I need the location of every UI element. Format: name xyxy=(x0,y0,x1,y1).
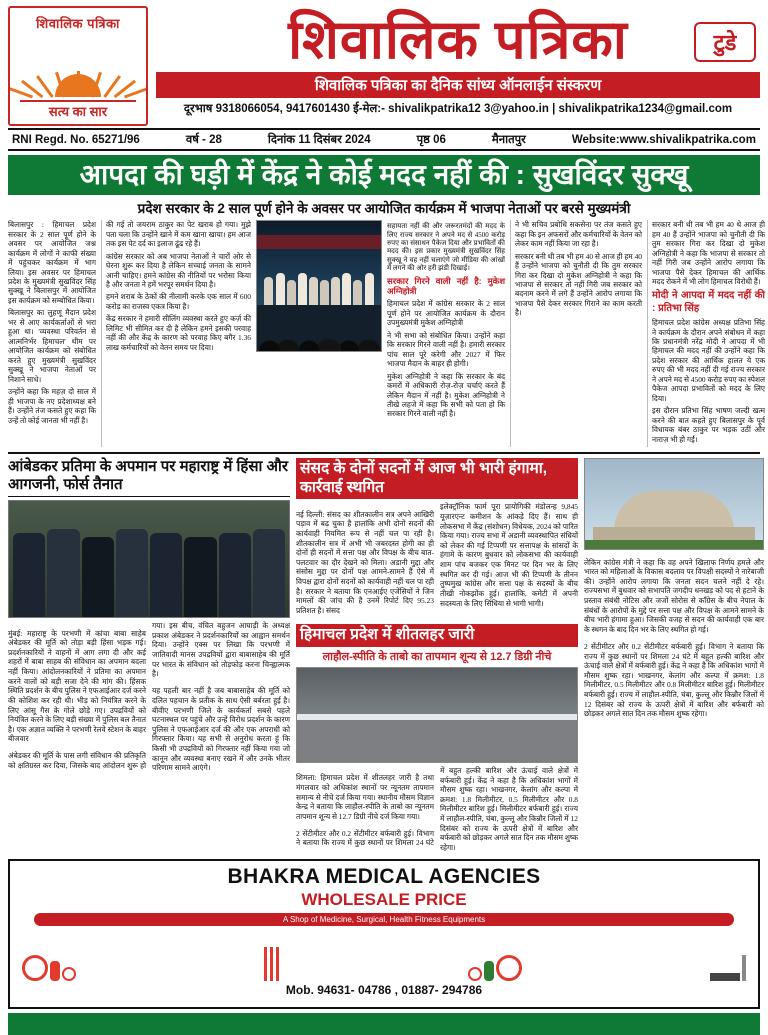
lead-para: मुकेश अग्निहोत्री ने कहा कि सरकार के बंद कमरों में अधिकारी रोज़-रोज़ चर्चाएं करते हैं लेकिन मैदान में नहीं है। मुकेश अग्निहोत्री ने तीखे लहजे में कहा कि सभी को पता हो कि सरकार गिरने वाली नहीं है। xyxy=(387,371,505,419)
subheading-pratibha: मोदी ने आपदा में मदद नहीं की : प्रतिभा सिंह xyxy=(652,290,765,315)
story-para: इलेक्ट्रॉनिक फार्म पूरा प्रायोगिकी मंडोलन्ह 9,845 यूज़ारएन्ट कमीशन के आंकड़े दिए हैं। साथ ही लोकसभा में केंद्र (संशोधन) विधेयक, 2024 को पारित किया गया। राज्य सभा में अडानी व्यवस्थापित संधियों को लेकर की गई टिप्पणी पर सत्तापक्ष के सांसदों के हंगामे के कारण बुधवार को लोकसभा की कार्यवाही शाम पांच बजकर एक मिनट पर दिन भर के लिए स्थगित कर दी गई। आज भी की टिप्पणी के तीनन तुष्पमुख कांग्रेस और सत्ता पक्ष के सदस्यों के बीच तीखी नोकझोंक हुई। हालांकि, कमेटी में अपनी सदस्यता के लिए सिंधिया से भागी भागी। xyxy=(440,502,578,608)
snow-road-photo xyxy=(296,667,578,763)
story-para: 2 सेंटीमीटर और 0.2 सेंटीमीटर बर्फबारी हुई। विभाग ने बताया कि राज्य में कुछ स्थानों पर शिमला 24 घंटे में बहुत हल्की बारिश और ऊंचाई वाले क्षेत्रों में बर्फबारी हुई। केंद्र ने कहा है कि अधिकांश भागों में मौसम शुष्क रहा। भाखनगर, केलांग और कल्पा में क्रमश: 1.8 मिलीमीटर, 0.5 मिलीमीटर और 0.8 मिलीमीटर बारिश हुई। मिलीमीटर बर्फबारी हुई। राज्य में लाहौल-स्पीति, चंबा, कुल्लू और किन्नौर जिलों में 12 दिसंबर को राज्य के ऊपरी क्षेत्रों में बारिश और बर्फबारी को छोड़कर अगले सात दिन तक मौसम शुष्क रहेगा। xyxy=(296,765,578,852)
masthead xyxy=(8,6,760,130)
ad-strip-text: A Shop of Medicine, Surgical, Health Fitness Equipments xyxy=(34,913,734,926)
today-badge: टुडे xyxy=(694,22,756,62)
lead-para: हिमाचल प्रदेश में कांग्रेस सरकार के 2 साल पूर्ण होने पर आयोजित कार्यक्रम के दौरान उपमुख्यमंत्री मुकेश अग्निहोत्री xyxy=(387,299,505,328)
lead-para: कांग्रेस सरकार को अब भाजपा नेताओं ने चारों ओर से घेरना शुरू कर दिया है लेकिन सच्चाई जनता के सामने आनी चाहिए। हमने कांग्रेस की नीतियों पर भरोसा किया है और जनता ने हमें भरपूर समर्थन दिया है। xyxy=(106,251,251,289)
edition-date: दिनांक 11 दिसंबर 2024 xyxy=(267,134,371,146)
photo-caption: सहायता नहीं की और जरूरतमंदों की मदद के लिए राज्य सरकार ने अपने मद से 4500 करोड़ रुपए का संसाधन पैकेज दिया और प्रभावितों की मदद की। इस प्रकार मुख्यमंत्री सुखविंदर सिंह सुक्खू ने वह नहीं चलाएंगे जो मीडिया की आंखों में लगने की ओर हरी झंडी दिखाई। xyxy=(387,222,505,273)
ad-subtitle: WHOLESALE PRICE xyxy=(301,890,467,909)
lead-headline-banner xyxy=(8,155,760,195)
parliament-building-photo xyxy=(584,458,764,550)
lead-para: हमने शराब के ठेकों की नीलामी करके एक साल में 600 करोड़ का राजस्व एकत्र किया है। xyxy=(106,292,251,311)
ad-title: BHAKRA MEDICAL AGENCIES xyxy=(227,865,541,888)
edition-year: वर्ष - 28 xyxy=(185,134,222,146)
lead-para: बिलासपुर : हिमाचल प्रदेश सरकार के 2 साल पूर्ण होने के अवसर पर आयोजित जश्न कार्यक्रम में लोगों ने काफी संख्या में पहुंचकर कार्यक्रम में भाग लिया। इस अवसर पर हिमाचल प्रदेश के मुख्यमंत्री सुखविंदर सिंह सुक्खू ने बिलासपुर में आयोजित इस कार्यक्रम को सम्बोधित किया। xyxy=(8,220,96,305)
masthead-tagline: शिवालिक पत्रिका का दैनिक सांध्य ऑनलाईन संस्करण xyxy=(156,72,760,98)
coldwave-headline: हिमाचल प्रदेश में शीतलहर जारी xyxy=(296,624,578,647)
lead-story-grid xyxy=(8,220,765,447)
parliament-body xyxy=(296,502,578,619)
section-divider xyxy=(8,452,760,454)
coldwave-body xyxy=(296,766,578,854)
story-para: नई दिल्ली: संसद का शीतकालीन सत्र अपने आखिरी पड़ाव में बढ़ चुका है हालांकि अभी दोनों सदनों की कार्यवाही नियमित रूप से नहीं चल पा रही है। शीतकालीन सत्र में अभी भी जबरदस्त होगी का ही दोनों ही सदनों में सत्ता पक्ष और विपक्ष के बीच बात- पलटवार का दौर देखने को मिला। अडानी मुद्दा और संसोस मुद्दा पर दोनों पक्ष आमने-सामने हैं ऐसे में विपक्ष द्वारा दोनों सदनों को कार्यवाही नहीं चल पा रही है। सरकार ने बताया कि एनआईए एजेंसियों ने जिन मामलों की जांच की है उनमें रिपोर्ट दिए 95.23 प्रतिशत है। संसद xyxy=(296,509,434,615)
lead-column-3 xyxy=(256,220,382,447)
page-count: पृष्ठ 06 xyxy=(416,134,446,146)
police-deployment-photo xyxy=(8,500,290,618)
ad-illustrations xyxy=(16,929,752,981)
coldwave-subhead: लाहौल-स्पीति के ताबो का तापमान शून्य से 12.7 डिग्री नीचे xyxy=(322,650,552,663)
walker-icon xyxy=(264,947,279,981)
parliament-continuation xyxy=(584,558,764,719)
lead-para: सरकार बनी थी तब भी हम 40 थे आज ही हम 40 हैं उन्होंने भाजपा को चुनौती दी कि तुम सरकार गिरा कर दिखा दो मुकेश अग्निहोत्री ने कहा कि भाजपा से सरकार तो नहीं गिरी जब उन्होंने आरोप लगाया कि भाजपा पैसे देकर हिमाचल की आर्थिक मदद रोकने में भी लोग हिमाचल विरोधी हैं। xyxy=(652,220,765,286)
lead-column-4 xyxy=(387,220,505,447)
lead-para: ने भी सचिव प्रबोधि सकसेना पर तंज कसते हुए कहा कि इन अफसरों और कर्मचारियों के वेतन को लेकर काम नहीं किया जा रहा है। xyxy=(515,220,643,249)
stage-people xyxy=(264,267,373,307)
lead-para: ने भी सभा को संबोधित किया। उन्होंने कहा कि सरकार गिरने वाली नहीं है। हमारी सरकार पांच साल पूरे करेगी और 2027 में फिर भाजपा मैदान के बाहर ही होगी। xyxy=(387,330,505,369)
story-para: अंबेडकर की मूर्ति के पास लगी संविधान की प्रतिकृति को क्षतिग्रस्त कर दिया, जिसके बाद आंदोलन शुरू हो गया। इस बीच, वंचित बहुजन आघाड़ी के अध्यक्ष प्रकाश अंबेडकर ने प्रदर्शनकारियों का आह्वान समर्थन दिया। उन्होंने एक्स पर लिखा कि परभणी में जातिवादी मानस उपद्रवियों द्वारा बाबासाहेब की मूर्ति पर भारत के संविधान को तोड़फोड़ करना चिन्ह्वात्मक है। xyxy=(8,621,290,771)
ambedkar-headline: आंबेडकर प्रतिमा के अपमान पर महाराष्ट्र में हिंसा और आगजनी, फोर्स तैनात xyxy=(8,458,290,497)
edition-place: मैनातपुर xyxy=(491,134,526,146)
wheelchair-icon xyxy=(22,955,76,981)
lead-subhead: प्रदेश सरकार के 2 साल पूर्ण होने के अवसर पर आयोजित कार्यक्रम में भाजपा नेताओं पर बरसे मुख्यमंत्री xyxy=(137,201,631,217)
lead-para: केंद्र सरकार ने हमारी सीलिंग व्यवस्था करते हुए कर्ज़ की लिमिट भी सीमित कर दी है लेकिन हमने इसकी परवाह नहीं की और केंद्र के कारण को परवाह किए बगैर 1.36 लाख कर्मचारियों को वेतन समय पर दिया। xyxy=(106,314,251,352)
advertisement[interactable] xyxy=(8,859,760,1009)
story-ambedkar xyxy=(8,458,290,854)
lead-para: उन्होंने कहा कि महज़ दो साल में ही भाजपा के नए प्रदेशाध्यक्ष बने हैं। उन्होंने तंज कसते हुए कहा कि उन्हें तो कोई जानता भी नहीं है। xyxy=(8,387,96,425)
lead-para: की गई तो जयराम ठाकुर का पेट खराब हो गया। मुझे पता चला कि उन्होंने खाने में कम खाना खाया। हम आज तक इस पेट दर्द का इलाज ढूंढ रहे हैं। xyxy=(106,220,251,249)
exercise-bike-icon xyxy=(468,955,522,981)
ambedkar-body xyxy=(8,621,290,775)
parliament-headline: संसद के दोनों सदनों में आज भी भारी हंगामा, कार्रवाई स्थगित xyxy=(296,458,578,499)
rni-number: RNI Regd. No. 65271/96 xyxy=(12,133,140,146)
masthead-main xyxy=(156,6,760,116)
middle-section xyxy=(8,458,764,854)
lead-column-6 xyxy=(647,220,765,447)
sunrise-icon xyxy=(23,42,133,97)
lead-para: बिलासपुर का लुहणू मैदान प्रदेश भर से आए कार्यकर्ताओं से भरा हुआ था। 'व्यवस्था परिवर्तन से आत्मनिर्भर हिमाचल' थीम पर आयोजित कार्यक्रम को संबोधित करते हुए मुख्यमंत्री सुखविंदर सुक्खू ने भाजपा नेताओं पर निशाने साधे। xyxy=(8,308,96,384)
info-bar xyxy=(8,130,760,151)
story-para: यह पहली बार नहीं है जब बाबासाहेब की मूर्ति को दलित पहचान के प्रतीक के साथ ऐसी बर्बरता हुई है। बीवीए परभणी जिले के कार्यकर्ता सबसे पहले घटनास्थल पर पहुंचे और उन्हें विरोध प्रदर्शन के कारण पुलिस ने एफआईआर दर्ज की और एक अपराधी को गिरफ्तार किया। यह सभी से अनुरोध करता हूं कि किसी भी उपद्रवियों को गिरफ्तार नहीं किया गया जो कानून और व्यवस्था बनाए रखने में और उनके भीतर परिणाम सामने आएंगे। xyxy=(152,686,290,773)
logo-top-text: शिवालिक पत्रिका xyxy=(36,16,120,31)
lead-para: सरकार बनी थी तब भी हम 40 से आज ही हम 40 हैं उन्होंने भाजपा को चुनौती दी कि तुम सरकार गिरा कर दिखा दो मुकेश अग्निहोत्री ने कहा कि भाजपा से सरकार तो नहीं गिरी जब सरकार को बदनाम करने में लगे हैं उन्होंने आरोप लगाया कि भाजपा पैसे देकर सरकार गिराने का काम करती है। xyxy=(515,251,642,318)
right-column xyxy=(584,458,764,854)
masthead-contact: दूरभाष 9318066054, 9417601430 ई-मेल:- shivalikpatrika12 3@yahoo.in | shivalikpatrika1234@gmail.com xyxy=(183,102,733,115)
treadmill-icon xyxy=(710,955,746,981)
story-para: 2 सेंटीमीटर और 0.2 सेंटीमीटर बर्फबारी हुई। विभाग ने बताया कि राज्य में कुछ स्थानों पर शिमला 24 घंटे में बहुत हल्की बारिश और ऊंचाई वाले क्षेत्रों में बर्फबारी हुई। केंद्र ने कहा है कि अधिकांश भागों में मौसम शुष्क रहा। भाखनगर, केलांग और कल्पा में क्रमश: 1.8 मिलीमीटर, 0.5 मिलीमीटर और 0.8 मिलीमीटर बारिश हुई। मिलीमीटर बर्फबारी हुई। राज्य में लाहौल-स्पीति, चंबा, कुल्लू और किन्नौर जिलों में 12 दिसंबर को राज्य के ऊपरी क्षेत्रों में बारिश और बर्फबारी को छोड़कर अगले सात दिन तक मौसम शुष्क रहेगा। xyxy=(584,641,764,719)
footer-strip xyxy=(8,1013,760,1035)
website-url[interactable]: Website:www.shivalikpatrika.com xyxy=(571,133,756,146)
story-para: लेकिन कांग्रेस मंत्री ने कहा कि वह अपने खिलाफ निर्णय हमले और भारत को महिलाओं के विकास बदलाव पर विपक्षी सदस्यों ने नारेबाजी की। उन्होंने आरोप लगाया कि जनता सदन चलने नहीं दे रहे। राज्यसभा में बुधवार को सभापति जगदीप धनखड़ को पद से हटाने के प्रस्ताव संबंधी नोटिस और जजों सोरोस से काँग्रेस के बीच नेपाल के संबंधों के आरोपों के मुद्दे पर सत्ता पक्ष और विपक्ष के आमने सामने के बीच भारी हंगामा हुआ। जिसकी वजह से सदन की कार्यवाही एक बार के स्थगन के बाद दिन भर के लिए स्थगित हो गई। xyxy=(584,557,764,634)
subheading-agnihotri: सरकार गिरने वाली नहीं है: मुकेश अग्निहोत्री xyxy=(387,275,505,297)
story-para: शिमला: हिमाचल प्रदेश में शीतलहर जारी है तथा मंगलवार को अधिकांश स्थानों पर न्यूनतम तापमान समान्य से नीचे दर्ज किया गया। स्थानीय मौसम विज्ञान केन्द्र ने बताया कि लाहौल-स्पीति के ताबो का न्यूनतम तापमान शून्य से 12.7 डिग्री नीचे दर्ज किया गया। xyxy=(296,773,434,821)
lead-column-2 xyxy=(101,220,251,447)
lead-para: हिमाचल प्रदेश कांग्रेस अध्यक्ष प्रतिभा सिंह ने कार्यक्रम के दौरान अपने संबोधन में कहा कि प्रधानमंत्री नरेंद्र मोदी ने आपदा में भी हिमाचल की मदद नहीं की उन्होंने कहा कि प्रदेश सरकार की आर्थिक हालत ये एक रुपए की भी मदद नहीं दी गई राज्य सरकार ने अपने मद से 4500 करोड़ रुपए का स्पेशल पैकेज आपदा प्रभावितों को मदद के लिए दिया। xyxy=(652,318,765,403)
lead-headline: आपदा की घड़ी में केंद्र ने कोई मदद नहीं की : सुखविंदर सुक्खू xyxy=(79,159,689,190)
lead-column-5 xyxy=(510,220,642,447)
ad-mobile: Mob. 94631- 04786 , 01887- 294786 xyxy=(285,983,483,997)
newspaper-logo xyxy=(8,6,148,126)
rally-stage-photo xyxy=(256,220,382,352)
logo-bottom-text: सत्य का सार xyxy=(48,104,108,119)
newspaper-title: शिवालिक पत्रिका xyxy=(288,10,628,70)
lead-column-1 xyxy=(8,220,96,447)
lead-para: इस दौरान प्रतिभा सिंह भाषण जल्दी खत्म करने की बात कहते हुए बिलासपुर के पूर्व विधायक बंबर ठाकुर पर भड़क उठीं और नाराज़ भी हो गईं। xyxy=(652,406,765,444)
story-para: मुंबई: महाराष्ट्र के परभणी में कांचा बाबा साहेब अंबेडकर की मूर्ति को तोड़ा बड़ी हिंसा भड़क गई। प्रदर्शनकारियों ने वाहनों में आग लगा दी और कई शहरों में बाबा साहब की संविधान का अपमान बदला नहीं किया। आंदोलनकारियों ने प्रतिमा का अपमान करने वालों को बड़ी सजा देने की मांग की। हिंसक स्थिति प्रदर्शन के बीच पुलिस ने एफआईआर दर्ज करने की कोशिश कर रही थी। भीड़ को नियंत्रित करने के लिए आंसू गैस के गोले छोड़े गए। उपद्रवियों को नियंत्रित करने के लिए बड़ी संख्या में पुलिस बल तैनात है। एक अज्ञात व्यक्ति ने परभणी रेलवे स्टेशन के बाहर बीजवार xyxy=(8,628,147,744)
story-parliament xyxy=(296,458,578,854)
